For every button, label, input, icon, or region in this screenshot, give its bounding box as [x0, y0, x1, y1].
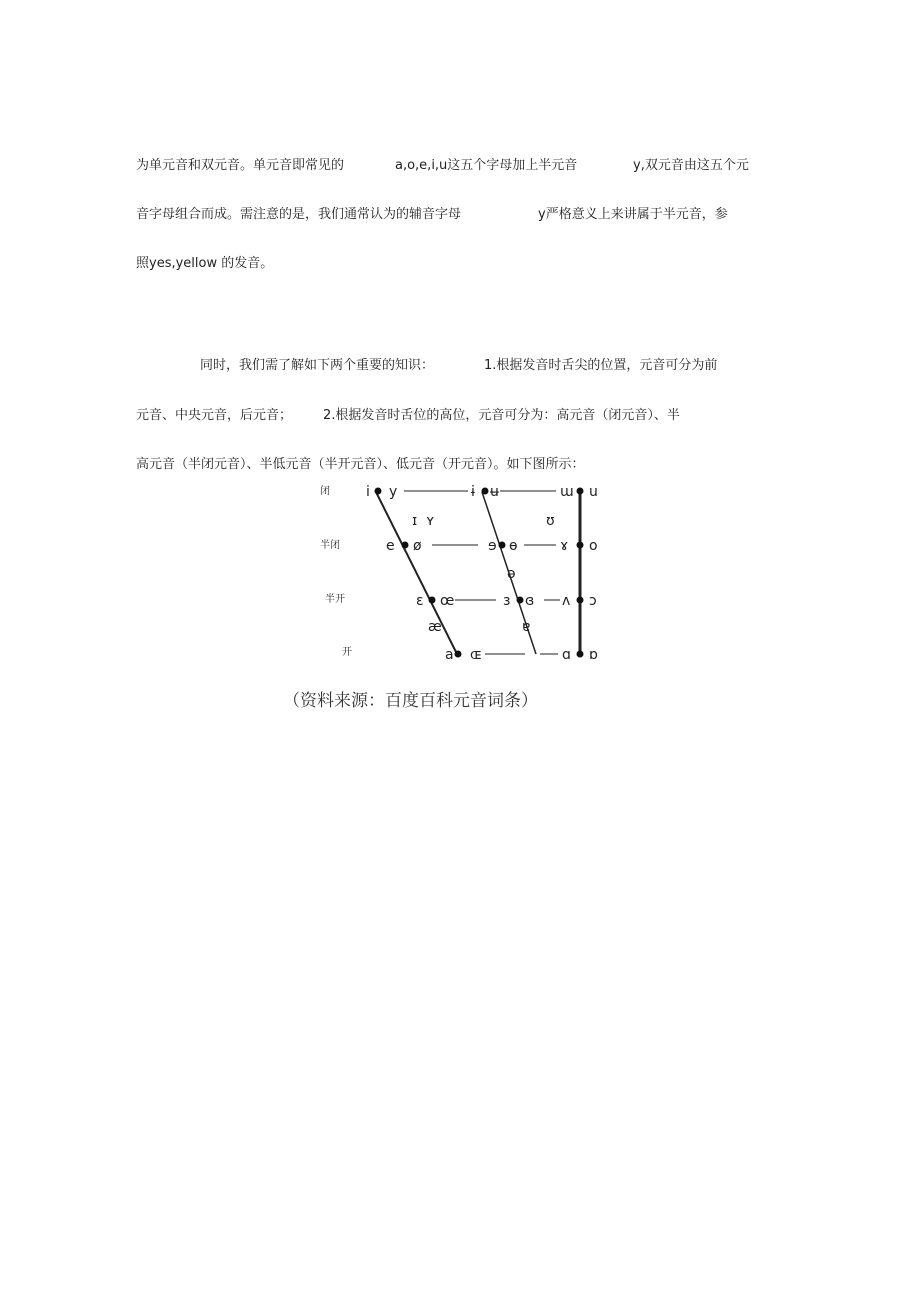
dot-openmid-front — [429, 597, 436, 604]
vowel-turned-script-a: ɒ — [589, 647, 598, 663]
vowel-y: y — [389, 484, 398, 500]
vowel-turned-m: ɯ — [560, 484, 574, 500]
vowel-e: e — [386, 538, 395, 554]
dot-closemid-back — [577, 542, 584, 549]
para1-line1-part2: a,o,e,i,u这五个字母加上半元音 — [395, 158, 578, 173]
dot-closemid-central — [499, 542, 506, 549]
figure-caption: （资料来源：百度百科元音词条） — [283, 691, 538, 711]
vowel-open-e: ɛ — [416, 593, 424, 609]
dot-closemid-front — [402, 542, 409, 549]
vowel-script-a: ɑ — [562, 647, 571, 663]
dot-openmid-back — [577, 597, 584, 604]
vowel-open-o: ɔ — [589, 593, 597, 609]
para1-line2-part2: y严格意义上来讲属于半元音，参 — [538, 207, 728, 222]
vowel-schwa: ə — [507, 566, 516, 582]
vowel-o-slash: ø — [413, 538, 422, 554]
vowel-small-cap-oe: ɶ — [470, 647, 483, 663]
para1-line1-part3: y,双元音由这五个元 — [633, 158, 749, 173]
row-label-open: 开 — [342, 647, 352, 658]
vowel-closed-reversed-open-e: ɞ — [525, 593, 535, 609]
vowel-small-cap-i: ɪ — [412, 513, 418, 529]
vowel-turned-a: ɐ — [522, 619, 531, 635]
vowel-u: u — [589, 484, 598, 500]
row-label-close-mid: 半闭 — [320, 540, 340, 551]
para2-line2-part1: 元音、中央元音，后元音； — [136, 408, 293, 423]
para1-line1-part1: 为单元音和双元音。单元音即常见的 — [136, 158, 345, 173]
para2-line3-part1: 高元音（半闭元音）、半低元音（半开元音）、低元音（开元音）。如下图所示： — [136, 457, 585, 472]
vowel-chart — [310, 478, 610, 668]
para2-line1-part1: 同时，我们需了解如下两个重要的知识： — [200, 358, 435, 373]
row-label-close: 闭 — [320, 486, 330, 497]
vowel-upsilon: ʊ — [546, 513, 555, 529]
vowel-ash: æ — [428, 619, 442, 635]
dot-openmid-central — [517, 597, 524, 604]
row-label-open-mid: 半开 — [325, 594, 345, 605]
vowel-reversed-open-e: ɜ — [503, 593, 511, 609]
para1-line3-part1: 照yes,yellow 的发音。 — [136, 256, 274, 271]
para1-line2-part1: 音字母组合而成。需注意的是，我们通常认为的辅音字母 — [136, 207, 462, 222]
vowel-barred-i: ɨ — [471, 484, 475, 500]
vowel-turned-v: ʌ — [562, 593, 571, 609]
dot-open-back — [577, 651, 584, 658]
dot-close-back — [577, 488, 584, 495]
dot-close-front — [375, 488, 382, 495]
vowel-i: i — [366, 484, 370, 500]
vowel-oe-ligature: œ — [440, 593, 455, 609]
vowel-ram-horns: ɤ — [560, 538, 569, 554]
vowel-a: a — [445, 647, 454, 663]
para2-line2-part2: 2.根据发音时舌位的高位，元音可分为：高元音（闭元音）、半 — [323, 408, 680, 423]
vowel-barred-o: ɵ — [509, 538, 518, 554]
dot-open-front — [455, 651, 462, 658]
vowel-o: o — [589, 538, 598, 554]
para2-line1-part2: 1.根据发音时舌尖的位置，元音可分为前 — [484, 358, 718, 373]
vowel-barred-u: ʉ — [490, 484, 499, 500]
vowel-reversed-e: ɘ — [488, 538, 497, 554]
vowel-small-cap-y: ʏ — [426, 513, 435, 529]
dot-close-central — [482, 488, 489, 495]
